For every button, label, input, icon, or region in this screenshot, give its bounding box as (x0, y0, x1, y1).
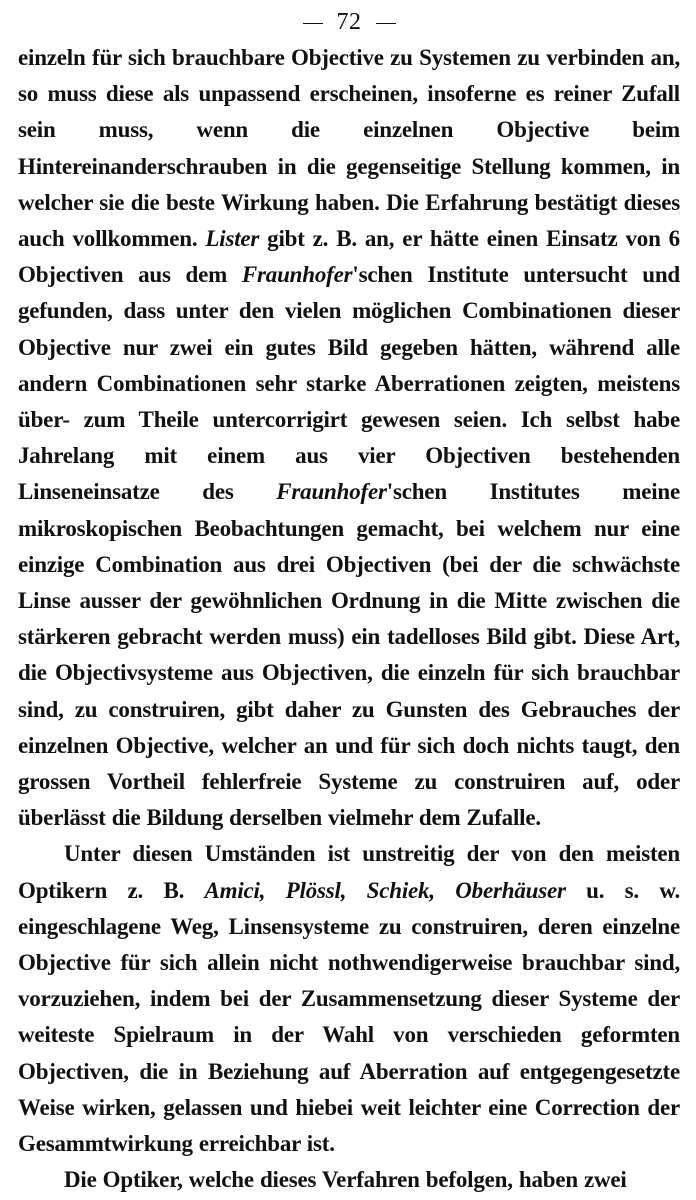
italic-name: Fraunhofer (276, 479, 387, 505)
text-run: einzeln für sich brauchbare Objective zu Systemen zu verbinden an, so muss diese als unpassend erscheinen, insoferne es reiner Zufall sein muss, wenn die einzelnen Objective beim Hintereinanderschrauben in die gegenseitige Stellung kommen, in welcher sie die beste Wirkung haben. Die Erfahrung bestätigt dieses auch vollkommen. (18, 45, 680, 252)
italic-name: Lister (205, 226, 260, 252)
text-run: Die Optiker, welche dieses Verfahren befolgen, haben zwei (64, 1167, 627, 1193)
paragraph-3 (18, 1162, 680, 1198)
page-number: 72 (336, 9, 362, 35)
text-run: Unter diesen Umständen ist unstreitig der von den meisten Optikern z. B. (18, 841, 680, 903)
italic-name: Amici, Plössl, Schiek, Oberhäuser (204, 877, 566, 903)
text-run: gibt z. B. an, er hätte einen Einsatz von 6 Objectiven aus dem (18, 226, 680, 288)
text-run: u. s. w. eingeschlagene Weg, Linsensysteme zu construiren, deren einzelne Objective für sich allein nicht nothwendigerweise brauchbar sind, vorzuziehen, indem bei der Zusammensetzung dieser Systeme der weiteste Spielraum in der Wahl von verschieden geformten Objectiven, die in Beziehung auf Aberration auf entgegengesetzte Weise wirken, gelassen und hiebei weit leichter eine Correction der Gesammtwirkung erreichbar ist. (18, 877, 681, 1157)
left-dash (303, 23, 323, 24)
text-run: 'schen Institute untersucht und gefunden, dass unter den vielen möglichen Combinationen dieser Objective nur zwei ein gutes Bild gegeben hätten, während alle andern Combinationen sehr starke Aberrationen zeigten, meistens über- zum Theile untercorrigirt gewesen seien. Ich selbst habe Jahrelang mit einem aus vier Objectiven bestehenden Linseneinsatze des (18, 262, 680, 505)
text-run: 'schen Institutes meine mikroskopischen Beobachtungen gemacht, bei welchem nur eine einzige Combination aus drei Objectiven (bei der die schwächste Linse ausser der gewöhnlichen Ordnung in die Mitte zwischen die stärkeren gebracht werden muss) ein tadelloses Bild gibt. Diese Art, die Objectivsysteme aus Objectiven, die einzeln für sich brauchbar sind, zu construiren, gibt daher zu Gunsten des Gebrauches der einzelnen Objective, welcher an und für sich doch nichts taugt, den grossen Vortheil fehlerfreie Systeme zu construiren auf, oder überlässt die Bildung derselben vielmehr dem Zufalle. (18, 479, 680, 831)
right-dash (376, 23, 396, 24)
paragraph-1 (18, 40, 680, 836)
page-number-line (18, 6, 680, 40)
paragraph-2 (18, 836, 680, 1162)
italic-name: Fraunhofer (241, 262, 353, 288)
